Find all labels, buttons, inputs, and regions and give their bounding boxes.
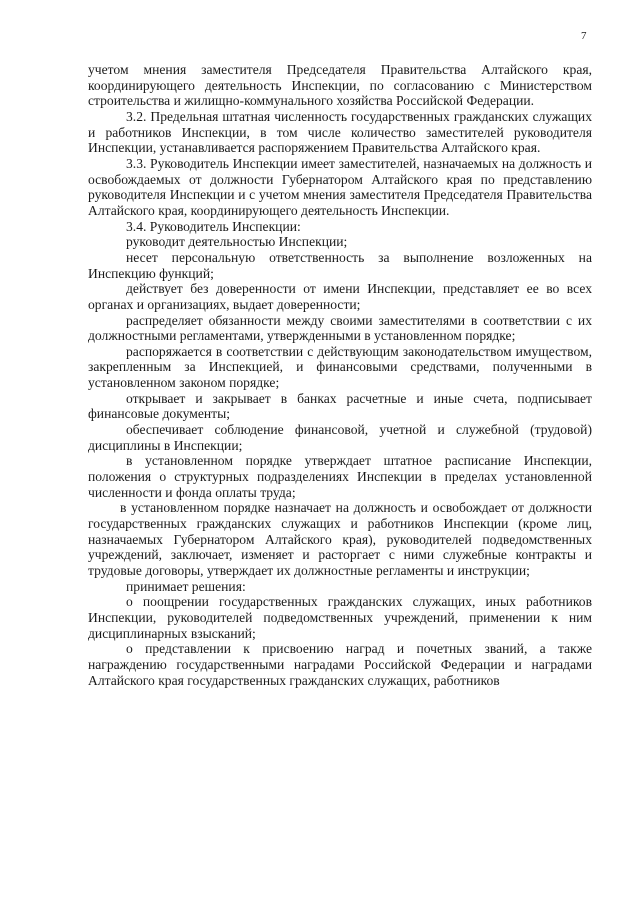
paragraph: распоряжается в соответствии с действующим законодательством имуществом, закрепленным за Инспекцией, и финансовыми средствами, полученными в установленном законом порядке; <box>88 343 592 391</box>
paragraph: 3.2. Предельная штатная численность государственных гражданских служащих и работников Инспекции, в том числе количество заместителей руководителя Инспекции, устанавливается распоряжением Правительства Алтайского края. <box>88 108 592 156</box>
paragraph: 3.3. Руководитель Инспекции имеет заместителей, назначаемых на должность и освобождаемых от должности Губернатором Алтайского края по представлению руководителя Инспекции и с учетом мнения заместителя Председателя Правительства Алтайского края, координирующего деятельность Инспекции. <box>88 155 592 218</box>
document-body <box>88 62 592 688</box>
paragraph: 3.4. Руководитель Инспекции: <box>126 218 301 234</box>
paragraph: в установленном порядке назначает на должность и освобождает от должности государственных гражданских служащих и работников Инспекции (кроме лиц, назначаемых Губернатором Алтайского края), руководителей подведомственных учреждений, заключает, изменяет и расторгает с ними служебные контракты и трудовые договоры, утверждает их должностные регламенты и инструкции; <box>88 500 592 578</box>
page-number: 7 <box>581 30 587 42</box>
paragraph: открывает и закрывает в банках расчетные и иные счета, подписывает финансовые документы; <box>88 390 592 422</box>
paragraph: о поощрении государственных гражданских служащих, иных работников Инспекции, руководителей подведомственных учреждений, применении к ним дисциплинарных взысканий; <box>88 594 592 641</box>
paragraph: руководит деятельностью Инспекции; <box>126 234 348 250</box>
paragraph: учетом мнения заместителя Председателя Правительства Алтайского края, координирующего деятельность Инспекции, по согласованию с Министерством строительства и жилищно-коммунального хозяйства Российской Федерации. <box>88 62 592 109</box>
paragraph: принимает решения: <box>126 578 246 594</box>
paragraph: распределяет обязанности между своими заместителями в соответствии с их должностными регламентами, утвержденными в установленном порядке; <box>88 312 592 344</box>
paragraph: о представлении к присвоению наград и почетных званий, а также награждению государственными наградами Российской Федерации и наградами Алтайского края государственных гражданских служащих, работников <box>88 641 592 688</box>
paragraph: несет персональную ответственность за выполнение возложенных на Инспекцию функций; <box>88 249 592 281</box>
paragraph: в установленном порядке утверждает штатное расписание Инспекции, положения о структурных подразделениях Инспекции в пределах установленной численности и фонда оплаты труда; <box>88 453 592 500</box>
paragraph: действует без доверенности от имени Инспекции, представляет ее во всех органах и организациях, выдает доверенности; <box>88 281 592 312</box>
paragraph: обеспечивает соблюдение финансовой, учетной и служебной (трудовой) дисциплины в Инспекции; <box>88 422 592 453</box>
